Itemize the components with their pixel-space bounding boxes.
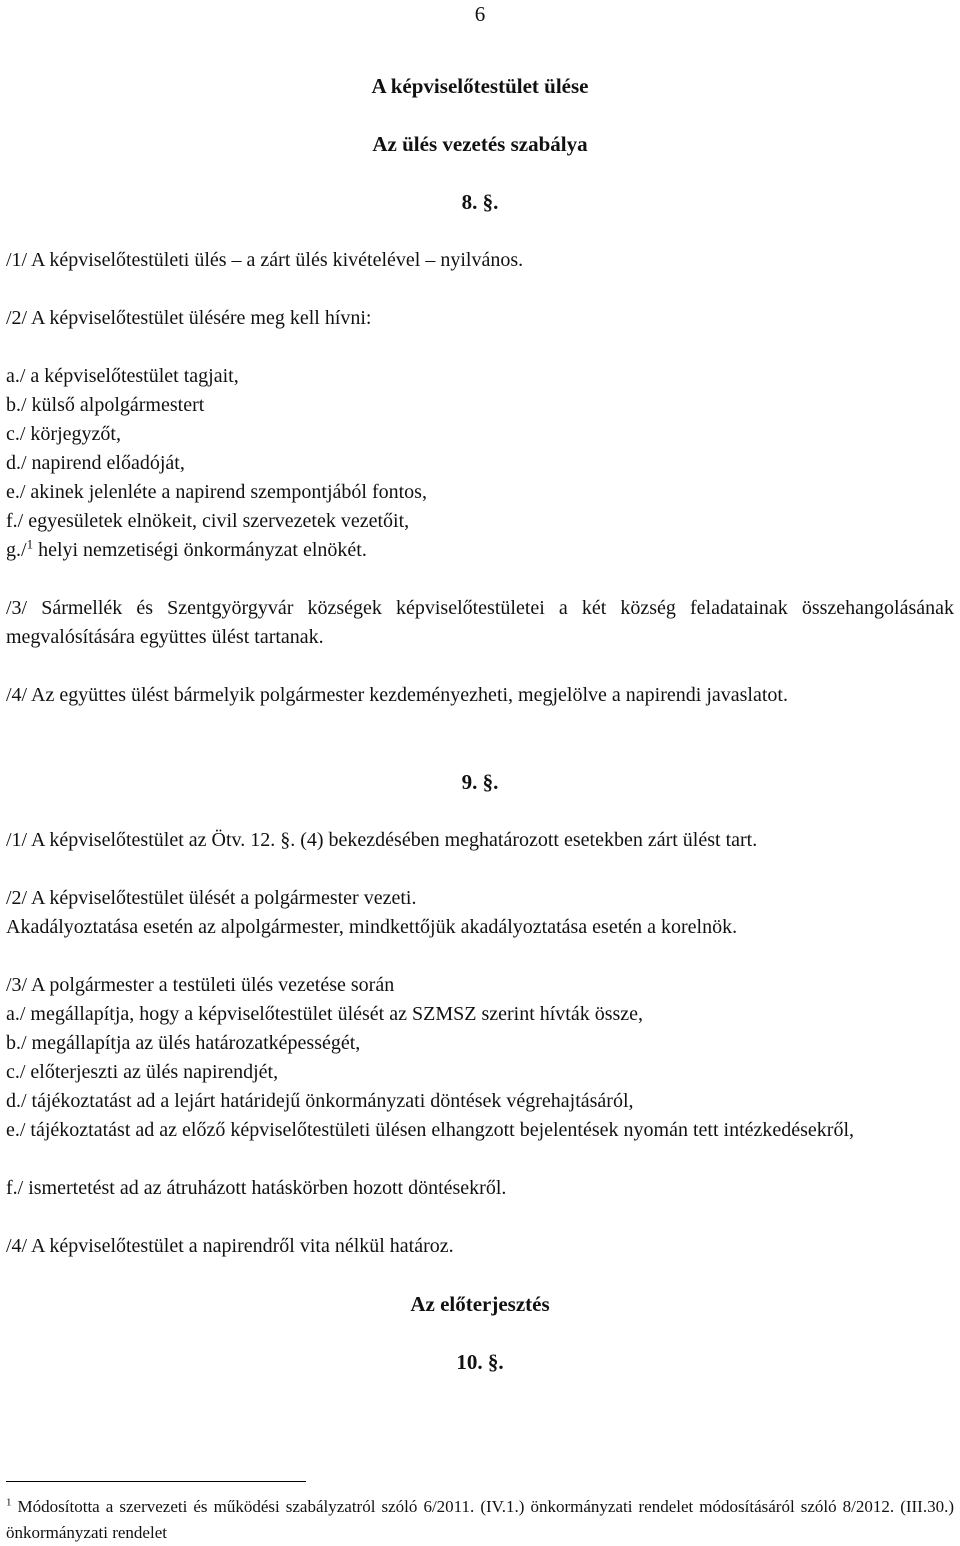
list-item: c./ előterjeszti az ülés napirendjét, [6,1061,279,1083]
footnote-separator [6,1481,306,1482]
section-9-paragraph-2-line-2: Akadályoztatása esetén az alpolgármester, mindkettőjük akadályoztatása esetén a korelnök. [6,916,738,938]
section-8-paragraph-4: /4/ Az együttes ülést bármelyik polgármester kezdeményezheti, megjelölve a napirendi javaslatot. [6,684,788,706]
section-8-paragraph-2-intro: /2/ A képviselőtestület ülésére meg kell hívni: [6,307,372,329]
footnote-reference: 1 [26,536,34,552]
section-8-paragraph-1: /1/ A képviselőtestületi ülés – a zárt ülés kivételével – nyilvános. [6,249,524,271]
chapter-heading: A képviselőtestület ülése [371,74,589,98]
list-item: b./ külső alpolgármestert [6,394,205,416]
list-item: e./ akinek jelenléte a napirend szempontjából fontos, [6,481,427,503]
footnote-text: Módosította a szervezeti és működési szabályzatról szóló 6/2011. (IV.1.) önkormányzati rendelet módosításáról szóló 8/2012. (III.30.) önkormányzati rendelet [6,1497,954,1542]
section-9-paragraph-2-line-1: /2/ A képviselőtestület ülését a polgármester vezeti. [6,887,417,909]
list-item: c./ körjegyzőt, [6,423,121,445]
list-item: b./ megállapítja az ülés határozatképességét, [6,1032,361,1054]
section-9-paragraph-3-item-f: f./ ismertetést ad az átruházott hatáskörben hozott döntésekről. [6,1177,507,1199]
list-item: f./ egyesületek elnökeit, civil szervezetek vezetőit, [6,510,410,532]
section-9-number: 9. §. [461,770,499,794]
section-subheading-proposal: Az előterjesztés [410,1292,550,1316]
section-8-paragraph-3: /3/ Sármellék és Szentgyörgyvár községek képviselőtestületei a két község feladatainak összehangolásának megvalósítására együttes ülést tartanak. [6,597,954,648]
chapter-subheading: Az ülés vezetés szabálya [372,132,588,156]
list-item-g-text: helyi nemzetiségi önkormányzat elnökét. [33,539,367,561]
footnote [6,1494,954,1546]
list-item: a./ a képviselőtestület tagjait, [6,365,239,387]
section-8-number: 8. §. [461,190,499,214]
list-item-g [6,536,954,565]
section-9-paragraph-4: /4/ A képviselőtestület a napirendről vita nélkül határoz. [6,1235,454,1257]
page-number: 6 [474,2,486,26]
section-9-paragraph-1: /1/ A képviselőtestület az Ötv. 12. §. (4) bekezdésében meghatározott esetekben zárt ülést tart. [6,829,758,851]
section-10-number: 10. §. [456,1350,504,1374]
footnote-marker: 1 [6,1496,12,1509]
list-item: a./ megállapítja, hogy a képviselőtestület ülését az SZMSZ szerint hívták össze, [6,1003,644,1025]
list-item: d./ tájékoztatást ad a lejárt határidejű önkormányzati döntések végrehajtásáról, [6,1090,634,1112]
section-9-paragraph-3-intro: /3/ A polgármester a testületi ülés vezetése során [6,974,395,996]
list-item: d./ napirend előadóját, [6,452,185,474]
list-item-g-prefix: g./ [6,539,27,561]
section-8-invitee-list [6,362,954,565]
section-9-paragraph-3-item-e: e./ tájékoztatást ad az előző képviselőtestületi ülésen elhangzott bejelentések nyomán tett intézkedésekről, [6,1119,855,1141]
section-9-duties-list [6,1000,954,1116]
